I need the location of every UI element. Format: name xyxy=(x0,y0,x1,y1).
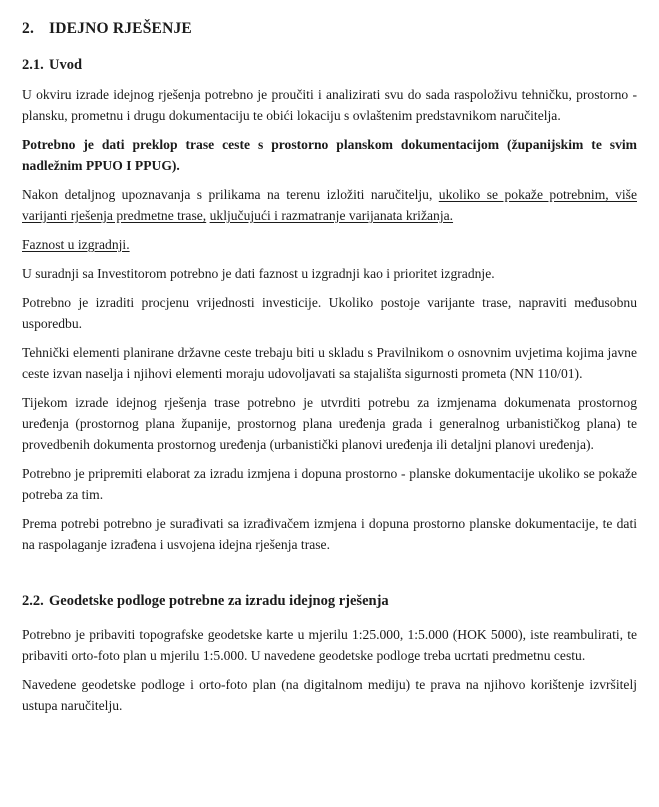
text-run: Potrebno je pribaviti topografske geodetske karte u mjerilu 1:25.000, 1:5.000 (HOK 5000), iste reambulirati, te pribaviti orto-foto plan u mjerilu 1:5.000. U navedene geodetske podloge treba ucrtati predmetnu cestu. xyxy=(22,627,637,663)
paragraph xyxy=(22,624,637,666)
underlined-text-run: Faznost u izgradnji. xyxy=(22,237,130,252)
paragraph xyxy=(22,134,637,176)
heading-number: 2.1. xyxy=(22,57,44,73)
text-run: Tijekom izrade idejnog rješenja trase potrebno je utvrditi potrebu za izmjenama dokumenata prostornog uređenja (prostornog plana županije, prostornog plana uređenja grada i generalnog urbanističkog plana) te provedbenih dokumenta prostornog uređenja (urbanistički planovi uređenja ili detaljni planovi uređenja). xyxy=(22,395,637,452)
paragraph xyxy=(22,513,637,555)
paragraph xyxy=(22,263,637,284)
heading-number: 2. xyxy=(22,20,35,37)
text-run: Potrebno je izraditi procjenu vrijednosti investicije. Ukoliko postoje varijante trase, napraviti međusobnu usporedbu. xyxy=(22,295,637,331)
text-run: U suradnji sa Investitorom potrebno je dati faznost u izgradnji kao i prioritet izgradnje. xyxy=(22,266,495,281)
paragraph xyxy=(22,184,637,226)
section-heading xyxy=(22,19,637,39)
text-run: Potrebno je pripremiti elaborat za izradu izmjena i dopuna prostorno - planske dokumentacije ukoliko se pokaže potreba za tim. xyxy=(22,466,637,502)
document-body xyxy=(22,19,637,716)
paragraph xyxy=(22,84,637,126)
paragraph xyxy=(22,292,637,334)
underlined-text-run: ukoliko se pokaže potrebnim, više varijanti rješenja predmetne trase, xyxy=(22,187,637,223)
subsection-heading xyxy=(22,55,637,75)
text-run: U okviru izrade idejnog rješenja potrebno je proučiti i analizirati svu do sada raspoloživu tehničku, prostorno - plansku, prometnu i drugu dokumentaciju te obići lokaciju s ovlaštenim predstavnikom naručitelja. xyxy=(22,87,637,123)
paragraph xyxy=(22,234,637,255)
subsection-heading xyxy=(22,591,637,611)
paragraph xyxy=(22,463,637,505)
underlined-text-run: uključujući i razmatranje varijanata križanja. xyxy=(209,208,454,223)
paragraph xyxy=(22,342,637,384)
text-run: Navedene geodetske podloge i orto-foto plan (na digitalnom mediju) te prava na njihovo korištenje izvršitelj ustupa naručitelju. xyxy=(22,677,637,713)
text-run: Tehnički elementi planirane državne ceste trebaju biti u skladu s Pravilnikom o osnovnim uvjetima kojima javne ceste izvan naselja i njihovi elementi moraju udovoljavati sa stajališta sigurnosti prometa (NN 110/01). xyxy=(22,345,637,381)
paragraph xyxy=(22,674,637,716)
heading-title: IDEJNO RJEŠENJE xyxy=(49,20,192,37)
heading-title: Uvod xyxy=(49,57,83,73)
heading-number: 2.2. xyxy=(22,593,44,609)
bold-text-run: Potrebno je dati preklop trase ceste s prostorno planskom dokumentacijom (županijskim te svim nadležnim PPUO I PPUG). xyxy=(22,137,637,173)
paragraph xyxy=(22,392,637,455)
heading-title: Geodetske podloge potrebne za izradu idejnog rješenja xyxy=(49,593,389,609)
text-run: Nakon detaljnog upoznavanja s prilikama na terenu izložiti naručitelju, xyxy=(22,187,439,202)
text-run: Prema potrebi potrebno je surađivati sa izrađivačem izmjena i dopuna prostorno planske dokumentacije, te dati na raspolaganje izrađena i usvojena idejna rješenja trase. xyxy=(22,516,637,552)
